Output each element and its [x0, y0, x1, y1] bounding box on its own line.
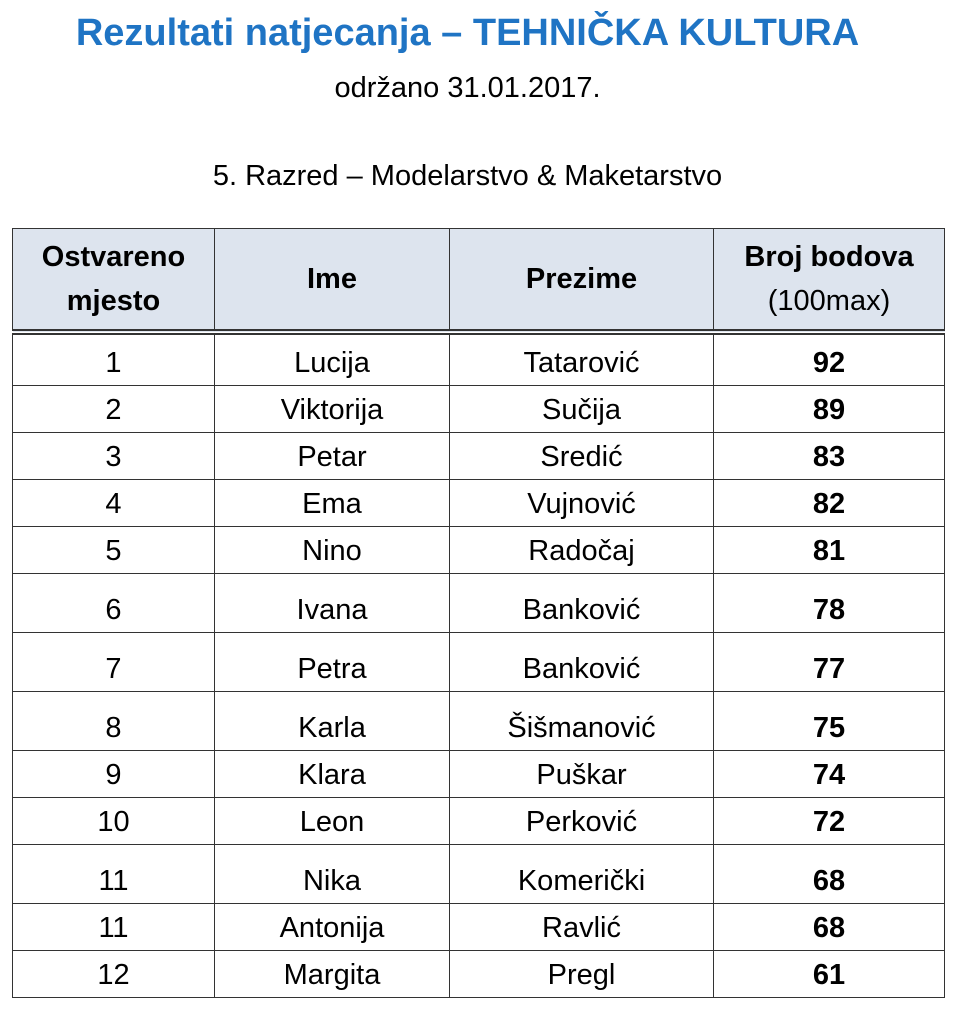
table-row	[13, 432, 945, 479]
cell-place: 11	[13, 903, 215, 950]
header-score-line1: Broj bodova	[744, 241, 914, 273]
table-row	[13, 479, 945, 526]
cell-score: 78	[714, 573, 945, 632]
table-row	[13, 903, 945, 950]
cell-score: 75	[714, 691, 945, 750]
table-row	[13, 691, 945, 750]
cell-place: 2	[13, 385, 215, 432]
results-body	[13, 332, 945, 997]
cell-last-name: Ravlić	[450, 903, 714, 950]
cell-first-name: Petra	[215, 632, 450, 691]
cell-first-name: Margita	[215, 950, 450, 997]
cell-place: 4	[13, 479, 215, 526]
cell-last-name: Radočaj	[450, 526, 714, 573]
results-table	[12, 228, 945, 998]
cell-score: 61	[714, 950, 945, 997]
header-row	[13, 229, 945, 333]
cell-last-name: Perković	[450, 797, 714, 844]
cell-first-name: Lucija	[215, 332, 450, 385]
cell-first-name: Karla	[215, 691, 450, 750]
cell-last-name: Pregl	[450, 950, 714, 997]
cell-place: 3	[13, 432, 215, 479]
header-first-name: Ime	[215, 229, 450, 333]
category-subtitle: 5. Razred – Modelarstvo & Maketarstvo	[212, 160, 723, 192]
cell-first-name: Klara	[215, 750, 450, 797]
table-row	[13, 950, 945, 997]
cell-score: 83	[714, 432, 945, 479]
cell-place: 11	[13, 844, 215, 903]
cell-score: 68	[714, 844, 945, 903]
cell-first-name: Petar	[215, 432, 450, 479]
cell-last-name: Puškar	[450, 750, 714, 797]
header-score-line2: (100max)	[767, 285, 891, 317]
cell-first-name: Ema	[215, 479, 450, 526]
cell-last-name: Komerički	[450, 844, 714, 903]
cell-place: 7	[13, 632, 215, 691]
header-place	[13, 229, 215, 333]
page-title: Rezultati natjecanja – TEHNIČKA KULTURA	[75, 12, 860, 54]
cell-place: 1	[13, 332, 215, 385]
cell-place: 12	[13, 950, 215, 997]
cell-last-name: Banković	[450, 573, 714, 632]
cell-score: 82	[714, 479, 945, 526]
table-row	[13, 573, 945, 632]
table-row	[13, 750, 945, 797]
cell-last-name: Vujnović	[450, 479, 714, 526]
cell-score: 74	[714, 750, 945, 797]
header-score	[714, 229, 945, 333]
cell-last-name: Šišmanović	[450, 691, 714, 750]
cell-place: 6	[13, 573, 215, 632]
cell-first-name: Ivana	[215, 573, 450, 632]
header-place-line2: mjesto	[66, 285, 161, 317]
cell-score: 68	[714, 903, 945, 950]
cell-first-name: Nika	[215, 844, 450, 903]
cell-score: 77	[714, 632, 945, 691]
table-row	[13, 844, 945, 903]
table-row	[13, 797, 945, 844]
header-last-name: Prezime	[450, 229, 714, 333]
date-line: održano 31.01.2017.	[334, 72, 601, 104]
cell-place: 10	[13, 797, 215, 844]
cell-first-name: Nino	[215, 526, 450, 573]
cell-first-name: Viktorija	[215, 385, 450, 432]
table-row	[13, 332, 945, 385]
cell-score: 81	[714, 526, 945, 573]
cell-score: 89	[714, 385, 945, 432]
table-row	[13, 526, 945, 573]
cell-place: 8	[13, 691, 215, 750]
table-row	[13, 632, 945, 691]
header-place-line1: Ostvareno	[41, 241, 186, 273]
cell-place: 5	[13, 526, 215, 573]
cell-place: 9	[13, 750, 215, 797]
cell-score: 72	[714, 797, 945, 844]
cell-score: 92	[714, 332, 945, 385]
cell-last-name: Banković	[450, 632, 714, 691]
table-row	[13, 385, 945, 432]
cell-first-name: Antonija	[215, 903, 450, 950]
cell-first-name: Leon	[215, 797, 450, 844]
cell-last-name: Sredić	[450, 432, 714, 479]
cell-last-name: Tatarović	[450, 332, 714, 385]
cell-last-name: Sučija	[450, 385, 714, 432]
